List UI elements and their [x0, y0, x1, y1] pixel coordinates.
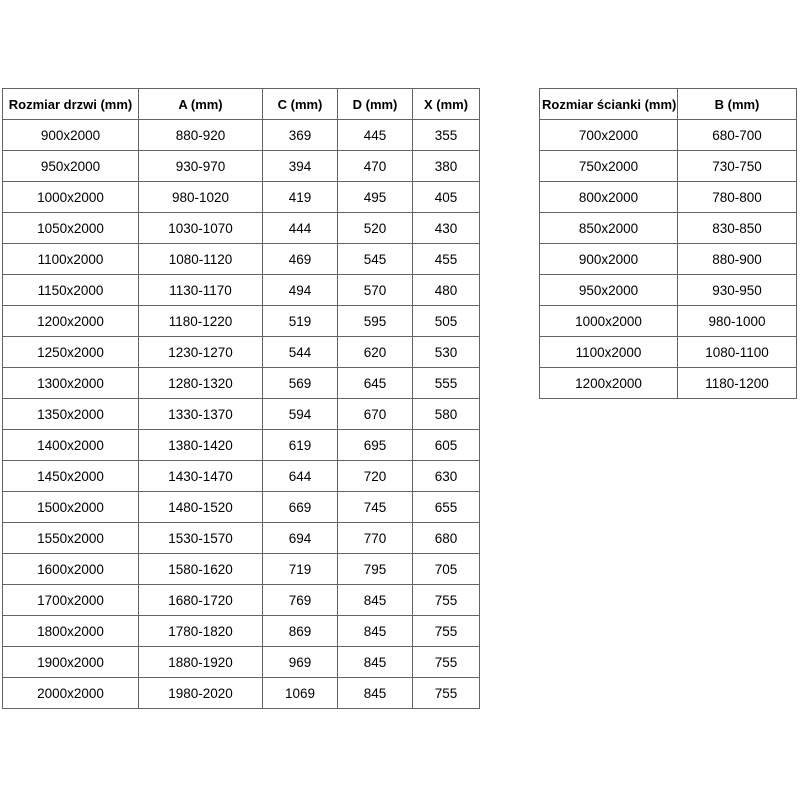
table-cell: 1130-1170 — [139, 275, 263, 306]
column-header: Rozmiar drzwi (mm) — [3, 89, 139, 120]
wall-panel-sizes-table — [539, 88, 797, 399]
table-cell: 1350x2000 — [3, 399, 139, 430]
table-cell: 694 — [263, 523, 338, 554]
table-cell: 570 — [338, 275, 413, 306]
table-cell: 1000x2000 — [540, 306, 678, 337]
table-row — [540, 337, 797, 368]
table-cell: 455 — [413, 244, 480, 275]
table-row — [540, 275, 797, 306]
table-cell: 950x2000 — [540, 275, 678, 306]
column-header: A (mm) — [139, 89, 263, 120]
table-row — [3, 182, 480, 213]
table-cell: 900x2000 — [540, 244, 678, 275]
table-cell: 830-850 — [678, 213, 797, 244]
table-cell: 494 — [263, 275, 338, 306]
table-cell: 845 — [338, 678, 413, 709]
table-cell: 544 — [263, 337, 338, 368]
table-cell: 1480-1520 — [139, 492, 263, 523]
table-row — [3, 275, 480, 306]
table-row — [3, 647, 480, 678]
table-cell: 880-920 — [139, 120, 263, 151]
table-row — [3, 678, 480, 709]
table-cell: 780-800 — [678, 182, 797, 213]
table-cell: 1230-1270 — [139, 337, 263, 368]
table-cell: 644 — [263, 461, 338, 492]
table-cell: 880-900 — [678, 244, 797, 275]
table-cell: 795 — [338, 554, 413, 585]
table-cell: 630 — [413, 461, 480, 492]
table-row — [540, 151, 797, 182]
table-cell: 1030-1070 — [139, 213, 263, 244]
table-row — [3, 151, 480, 182]
table-cell: 520 — [338, 213, 413, 244]
table-cell: 680-700 — [678, 120, 797, 151]
table-cell: 469 — [263, 244, 338, 275]
table-cell: 1069 — [263, 678, 338, 709]
table-row — [3, 244, 480, 275]
table-cell: 845 — [338, 616, 413, 647]
table-cell: 755 — [413, 616, 480, 647]
door-sizes-table — [2, 88, 480, 709]
table-cell: 1430-1470 — [139, 461, 263, 492]
column-header: X (mm) — [413, 89, 480, 120]
table-cell: 705 — [413, 554, 480, 585]
table-cell: 900x2000 — [3, 120, 139, 151]
table-cell: 1500x2000 — [3, 492, 139, 523]
header-row — [540, 89, 797, 120]
table-cell: 755 — [413, 585, 480, 616]
table-cell: 655 — [413, 492, 480, 523]
table-cell: 1100x2000 — [540, 337, 678, 368]
table-cell: 950x2000 — [3, 151, 139, 182]
table-cell: 1250x2000 — [3, 337, 139, 368]
table-cell: 700x2000 — [540, 120, 678, 151]
table-cell: 569 — [263, 368, 338, 399]
table-cell: 755 — [413, 647, 480, 678]
table-cell: 1080-1120 — [139, 244, 263, 275]
table-cell: 394 — [263, 151, 338, 182]
table-cell: 1550x2000 — [3, 523, 139, 554]
table-cell: 1780-1820 — [139, 616, 263, 647]
table-cell: 419 — [263, 182, 338, 213]
table-cell: 355 — [413, 120, 480, 151]
table-cell: 545 — [338, 244, 413, 275]
table-cell: 980-1000 — [678, 306, 797, 337]
table-cell: 1100x2000 — [3, 244, 139, 275]
table-row — [3, 337, 480, 368]
table-cell: 594 — [263, 399, 338, 430]
table-cell: 1200x2000 — [540, 368, 678, 399]
table-cell: 670 — [338, 399, 413, 430]
table-cell: 605 — [413, 430, 480, 461]
table-cell: 1700x2000 — [3, 585, 139, 616]
table-cell: 730-750 — [678, 151, 797, 182]
table-cell: 969 — [263, 647, 338, 678]
table-cell: 1050x2000 — [3, 213, 139, 244]
table-cell: 1680-1720 — [139, 585, 263, 616]
table-cell: 1330-1370 — [139, 399, 263, 430]
table-cell: 980-1020 — [139, 182, 263, 213]
table-cell: 845 — [338, 647, 413, 678]
table-cell: 680 — [413, 523, 480, 554]
table-cell: 869 — [263, 616, 338, 647]
table-row — [3, 368, 480, 399]
table-cell: 595 — [338, 306, 413, 337]
column-header: C (mm) — [263, 89, 338, 120]
table-row — [540, 120, 797, 151]
table-cell: 620 — [338, 337, 413, 368]
table-cell: 369 — [263, 120, 338, 151]
table-cell: 1980-2020 — [139, 678, 263, 709]
table-cell: 850x2000 — [540, 213, 678, 244]
table-cell: 480 — [413, 275, 480, 306]
table-cell: 755 — [413, 678, 480, 709]
table-cell: 1600x2000 — [3, 554, 139, 585]
table-cell: 619 — [263, 430, 338, 461]
table-cell: 845 — [338, 585, 413, 616]
table-cell: 720 — [338, 461, 413, 492]
table-cell: 2000x2000 — [3, 678, 139, 709]
table-cell: 380 — [413, 151, 480, 182]
table-cell: 1180-1220 — [139, 306, 263, 337]
table-cell: 519 — [263, 306, 338, 337]
table-row — [3, 616, 480, 647]
table-cell: 745 — [338, 492, 413, 523]
table-row — [3, 430, 480, 461]
table-cell: 530 — [413, 337, 480, 368]
table-cell: 669 — [263, 492, 338, 523]
table-cell: 1580-1620 — [139, 554, 263, 585]
table-row — [3, 213, 480, 244]
table-cell: 505 — [413, 306, 480, 337]
table-cell: 580 — [413, 399, 480, 430]
table-cell: 770 — [338, 523, 413, 554]
table-cell: 1000x2000 — [3, 182, 139, 213]
table-cell: 1900x2000 — [3, 647, 139, 678]
table-cell: 1080-1100 — [678, 337, 797, 368]
column-header: B (mm) — [678, 89, 797, 120]
table-cell: 1150x2000 — [3, 275, 139, 306]
table-row — [3, 492, 480, 523]
table-cell: 430 — [413, 213, 480, 244]
table-cell: 800x2000 — [540, 182, 678, 213]
table-row — [540, 244, 797, 275]
table-cell: 470 — [338, 151, 413, 182]
header-row — [3, 89, 480, 120]
table-cell: 645 — [338, 368, 413, 399]
table-cell: 695 — [338, 430, 413, 461]
table-cell: 495 — [338, 182, 413, 213]
table-row — [540, 368, 797, 399]
table-row — [540, 213, 797, 244]
table-row — [3, 554, 480, 585]
column-header: D (mm) — [338, 89, 413, 120]
table-cell: 1280-1320 — [139, 368, 263, 399]
table-row — [3, 399, 480, 430]
table-cell: 555 — [413, 368, 480, 399]
table-cell: 445 — [338, 120, 413, 151]
table-cell: 1800x2000 — [3, 616, 139, 647]
table-row — [540, 306, 797, 337]
table-cell: 1300x2000 — [3, 368, 139, 399]
table-cell: 444 — [263, 213, 338, 244]
table-cell: 1530-1570 — [139, 523, 263, 554]
table-row — [3, 120, 480, 151]
column-header: Rozmiar ścianki (mm) — [540, 89, 678, 120]
table-cell: 1180-1200 — [678, 368, 797, 399]
table-row — [3, 461, 480, 492]
table-cell: 1450x2000 — [3, 461, 139, 492]
table-row — [3, 523, 480, 554]
table-row — [3, 585, 480, 616]
table-cell: 1380-1420 — [139, 430, 263, 461]
table-cell: 750x2000 — [540, 151, 678, 182]
table-cell: 1400x2000 — [3, 430, 139, 461]
table-row — [540, 182, 797, 213]
table-cell: 769 — [263, 585, 338, 616]
table-cell: 405 — [413, 182, 480, 213]
table-cell: 930-950 — [678, 275, 797, 306]
table-row — [3, 306, 480, 337]
table-cell: 719 — [263, 554, 338, 585]
table-cell: 930-970 — [139, 151, 263, 182]
table-cell: 1880-1920 — [139, 647, 263, 678]
table-cell: 1200x2000 — [3, 306, 139, 337]
